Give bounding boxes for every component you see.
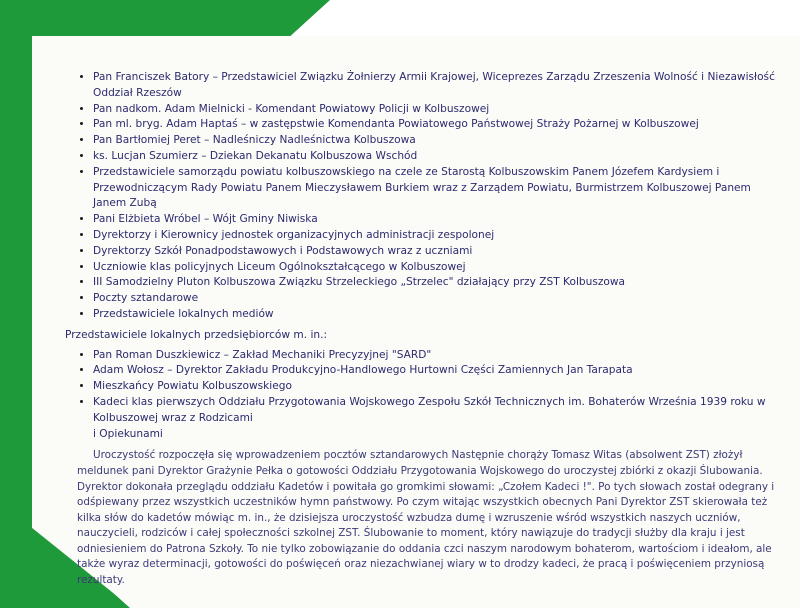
list-item: • Pan Bartłomiej Peret – Nadleśniczy Nadleśnictwa Kolbuszowa bbox=[93, 133, 778, 149]
green-decor-left bbox=[0, 0, 32, 608]
list-item: • Pani Elżbieta Wróbel – Wójt Gminy Niwiska bbox=[93, 212, 778, 228]
list-item: • Kadeci klas pierwszych Oddziału Przygotowania Wojskowego Zespołu Szkół Technicznych im. Bohaterów Września 1939 roku w Kolbuszowej wraz z Rodzicami i Opiekunami bbox=[93, 395, 778, 442]
guest-list bbox=[63, 70, 778, 323]
list-item: • Uczniowie klas policyjnych Liceum Ogólnokształcącego w Kolbuszowej bbox=[93, 260, 778, 276]
document-content bbox=[63, 70, 778, 599]
green-decor-top bbox=[0, 0, 330, 36]
list-item: • Przedstawiciele lokalnych mediów bbox=[93, 307, 778, 323]
list-item: • Pan Franciszek Batory – Przedstawiciel Związku Żołnierzy Armii Krajowej, Wiceprezes Zarządu Zrzeszenia Wolność i Niezawisłość Oddział Rzeszów bbox=[93, 70, 778, 102]
list-item: • Pan Roman Duszkiewicz – Zakład Mechaniki Precyzyjnej "SARD" bbox=[93, 348, 778, 364]
entrepreneurs-list bbox=[63, 348, 778, 443]
ceremony-paragraph: Uroczystość rozpoczęła się wprowadzeniem pocztów sztandarowych Następnie chorąży Tomasz Witas (absolwent ZST) złożył meldunek pani Dyrektor Grażynie Pełka o gotowości Oddziału Przygotowania Wojskowego do uroczystej zbiórki z okazji Ślubowania. Dyrektor dokonała przeglądu oddziału Kadetów i powitała go gromkimi słowami: „Czołem Kadeci !". Po tych słowach został odegrany i odśpiewany przez wszystkich uczestników hymn państwowy. Po czym witając wszystkich obecnych Pani Dyrektor ZST skierowała też kilka słów do kadetów mówiąc m. in., że dzisiejsza uroczystość wzbudza dumę i wzruszenie wśród wszystkich naszych uczniów, nauczycieli, rodziców i całej społeczności szkolnej ZST. Ślubowanie to moment, który nawiązuje do tradycji służby dla kraju i jest odniesieniem do Patrona Szkoły. To nie tylko zobowiązanie do oddania czci naszym narodowym bohaterom, wartościom i ideałom, ale także wyraz determinacji, gotowości do poświęceń oraz niezachwianej wiary w to drodzy kadeci, że pracą i poświęceniem przyniosą rezultaty. bbox=[77, 449, 775, 587]
list-item: • Pan ml. bryg. Adam Haptaś – w zastępstwie Komendanta Powiatowego Państwowej Straży Pożarnej w Kolbuszowej bbox=[93, 117, 778, 133]
list-item: • III Samodzielny Pluton Kolbuszowa Związku Strzeleckiego „Strzelec" działający przy ZST Kolbuszowa bbox=[93, 275, 778, 291]
list-item: • Adam Wołosz – Dyrektor Zakładu Produkcyjno-Handlowego Hurtowni Części Zamiennych Jan Tarapata bbox=[93, 363, 778, 379]
list-item: • Mieszkańcy Powiatu Kolbuszowskiego bbox=[93, 379, 778, 395]
entrepreneurs-heading: Przedstawiciele lokalnych przedsiębiorców m. in.: bbox=[65, 328, 328, 341]
list-item: • Pan nadkom. Adam Mielnicki - Komendant Powiatowy Policji w Kolbuszowej bbox=[93, 102, 778, 118]
list-item: • Dyrektorzy i Kierownicy jednostek organizacyjnych administracji zespolonej bbox=[93, 228, 778, 244]
list-item: • Przedstawiciele samorządu powiatu kolbuszowskiego na czele ze Starostą Kolbuszowskim Panem Józefem Kardysiem i Przewodniczącym Rady Powiatu Panem Mieczysławem Burkiem wraz z Zarządem Powiatu, Burmistrzem Kolbuszowej Panem Janem Zubą bbox=[93, 165, 778, 212]
list-item: • Poczty sztandarowe bbox=[93, 291, 778, 307]
list-item: • Dyrektorzy Szkół Ponadpodstawowych i Podstawowych wraz z uczniami bbox=[93, 244, 778, 260]
list-item: • ks. Lucjan Szumierz – Dziekan Dekanatu Kolbuszowa Wschód bbox=[93, 149, 778, 165]
